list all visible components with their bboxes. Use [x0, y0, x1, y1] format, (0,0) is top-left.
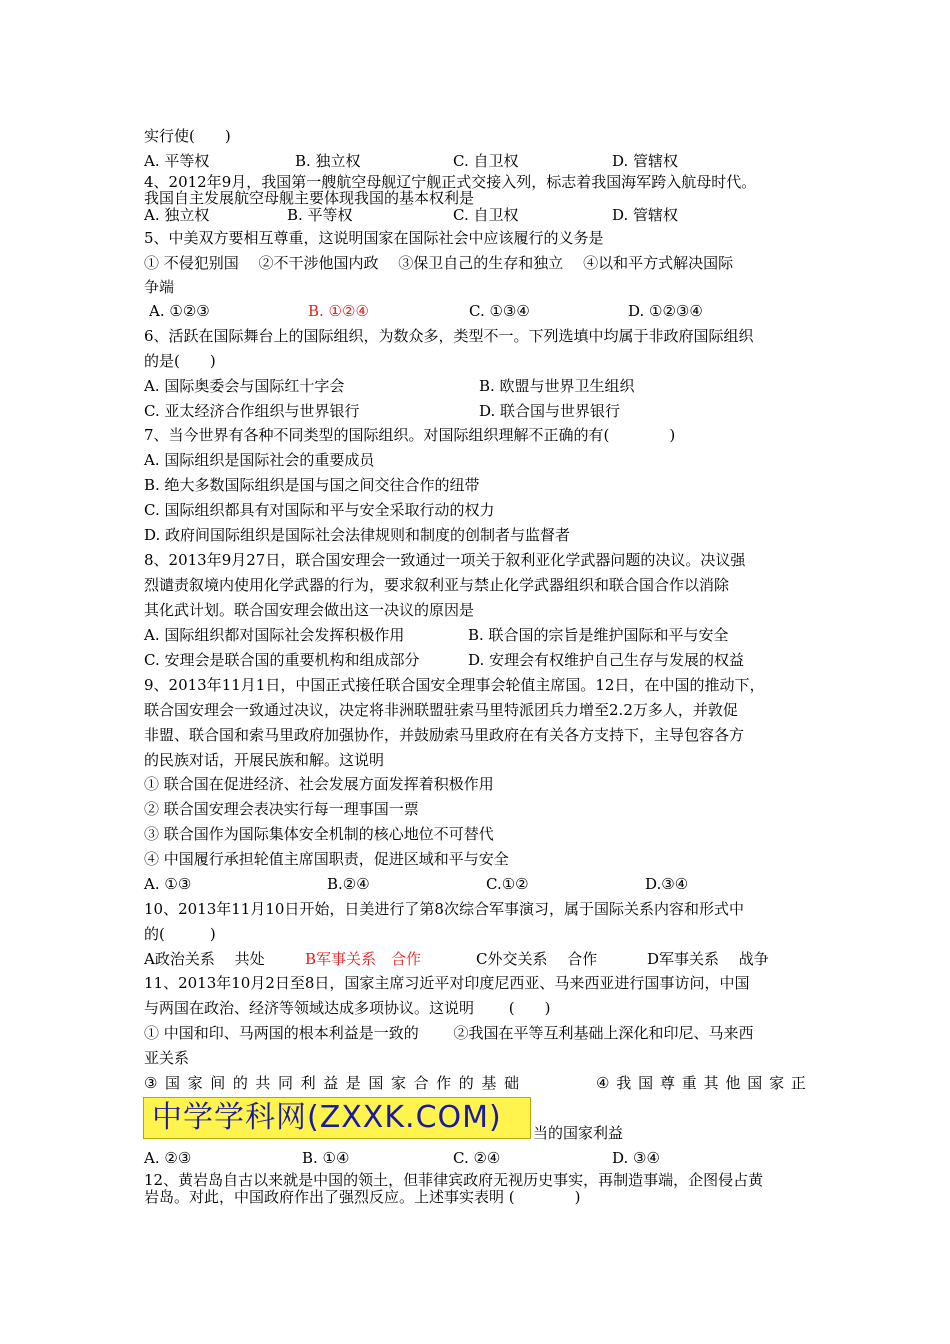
option-b-answer: B. ①②④	[308, 302, 369, 320]
statement-3-justified: ③ 国 家 间 的 共 同 利 益 是 国 家 合 作 的 基 础	[144, 1074, 519, 1092]
question-7-line-1: 7、当今世界有各种不同类型的国际组织。对国际组织理解不正确的有( )	[144, 426, 676, 444]
watermark-text: 中学学科网(ZXXK.COM)	[152, 1100, 502, 1135]
option-d: D. ③④	[612, 1149, 660, 1167]
option-d: D. 联合国与世界银行	[479, 402, 621, 420]
option-b: B. 联合国的宗旨是维护国际和平与安全	[468, 626, 729, 644]
option-c: C. ①③④	[469, 302, 530, 320]
option-a: A. 国际组织是国际社会的重要成员	[144, 451, 375, 469]
question-11-line-5	[144, 1074, 806, 1092]
option-a: A. 平等权	[144, 152, 210, 170]
question-12-line-2: 岩岛。对此，中国政府作出了强烈反应。上述事实表明 ( )	[144, 1188, 581, 1206]
option-d: D军事关系 战争	[647, 950, 769, 968]
option-b: B. 欧盟与世界卫生组织	[479, 377, 635, 395]
question-8-line-3: 其化武计划。联合国安理会做出这一决议的原因是	[144, 601, 475, 619]
question-11-line-6: 当的国家利益	[533, 1124, 624, 1142]
question-4-line-1: 4、2012年9月，我国第一艘航空母舰辽宁舰正式交接入列，标志着我国海军跨入航母时代。	[144, 173, 757, 191]
option-a: A. 独立权	[144, 206, 210, 224]
option-a: A. 国际组织都对国际社会发挥积极作用	[144, 626, 405, 644]
question-5-line-3: 争端	[144, 278, 175, 296]
option-c: C外交关系 合作	[476, 950, 598, 968]
option-c: C. 自卫权	[453, 206, 519, 224]
question-10-line-1: 10、2013年11月10日开始，日美进行了第8次综合军事演习，属于国际关系内容和形式中	[144, 900, 744, 918]
option-a: A. 国际奥委会与国际红十字会	[144, 377, 345, 395]
option-c: C. 亚太经济合作组织与世界银行	[144, 402, 360, 420]
option-c: C. ②④	[453, 1149, 501, 1167]
question-11-line-4: 亚关系	[144, 1049, 190, 1067]
question-5-line-2: ① 不侵犯别国 ②不干涉他国内政 ③保卫自己的生存和独立 ④以和平方式解决国际	[144, 254, 734, 272]
watermark-logo	[143, 1097, 531, 1139]
option-d: D.③④	[645, 875, 689, 893]
question-4-line-2: 我国自主发展航空母舰主要体现我国的基本权利是	[144, 189, 475, 207]
question-8-line-2: 烈谴责叙境内使用化学武器的行为，要求叙利亚与禁止化学武器组织和联合国合作以消除	[144, 576, 730, 594]
question-9-line-3: 非盟、联合国和索马里政府加强协作，并鼓励索马里政府在有关各方支持下，主导包容各方	[144, 726, 745, 744]
option-d: D. 管辖权	[612, 206, 679, 224]
question-11-line-2: 与两国在政治、经济等领域达成多项协议。这说明 ( )	[144, 999, 551, 1017]
question-12-line-1: 12、黄岩岛自古以来就是中国的领土，但菲律宾政府无视历史事实，再制造事端，企图侵占黄	[144, 1171, 764, 1189]
question-9-line-1: 9、2013年11月1日，中国正式接任联合国安全理事会轮值主席国。12日，在中国的推动下，	[144, 676, 765, 694]
option-b: B. 平等权	[287, 206, 353, 224]
option-b-answer: B军事关系 合作	[305, 950, 422, 968]
option-c: C. 安理会是联合国的重要机构和组成部分	[144, 651, 420, 669]
statement-2: ② 联合国安理会表决实行每一理事国一票	[144, 800, 419, 818]
question-11-line-1: 11、2013年10月2日至8日，国家主席习近平对印度尼西亚、马来西亚进行国事访问，中国	[144, 974, 750, 992]
question-9-line-2: 联合国安理会一致通过决议，决定将非洲联盟驻索马里特派团兵力增至2.2万多人，并敦促	[144, 701, 738, 719]
option-b: B. ①④	[302, 1149, 350, 1167]
question-8-line-1: 8、2013年9月27日，联合国安理会一致通过一项关于叙利亚化学武器问题的决议。决议强	[144, 551, 746, 569]
option-b: B. 绝大多数国际组织是国与国之间交往合作的纽带	[144, 476, 480, 494]
statement-4: ④ 中国履行承担轮值主席国职责，促进区域和平与安全	[144, 850, 509, 868]
option-b: B. 独立权	[295, 152, 361, 170]
statement-1: ① 联合国在促进经济、社会发展方面发挥着积极作用	[144, 775, 494, 793]
question-5-line-1: 5、中美双方要相互尊重，这说明国家在国际社会中应该履行的义务是	[144, 229, 604, 247]
option-d: D. 管辖权	[612, 152, 679, 170]
question-line: 实行使( )	[144, 127, 231, 145]
option-a: A. ①②③	[149, 302, 210, 320]
option-c: C.①②	[486, 875, 529, 893]
option-d: D. 政府间国际组织是国际社会法律规则和制度的创制者与监督者	[144, 526, 571, 544]
statement-4-justified: ④ 我 国 尊 重 其 他 国 家 正	[596, 1074, 806, 1092]
option-a: A. ①③	[144, 875, 192, 893]
question-10-line-2: 的( )	[144, 925, 216, 943]
statement-3: ③ 联合国作为国际集体安全机制的核心地位不可替代	[144, 825, 494, 843]
option-d: D. ①②③④	[628, 302, 703, 320]
question-6-line-1: 6、活跃在国际舞台上的国际组织，为数众多，类型不一。下列选填中均属于非政府国际组织	[144, 327, 754, 345]
question-9-line-4: 的民族对话，开展民族和解。这说明	[144, 751, 385, 769]
option-c: C. 国际组织都具有对国际和平与安全采取行动的权力	[144, 501, 495, 519]
option-d: D. 安理会有权维护自己生存与发展的权益	[468, 651, 745, 669]
option-c: C. 自卫权	[453, 152, 519, 170]
question-11-line-3: ① 中国和印、马两国的根本利益是一致的 ②我国在平等互利基础上深化和印尼、马来西	[144, 1024, 754, 1042]
option-a: A. ②③	[144, 1149, 192, 1167]
option-b: B.②④	[327, 875, 370, 893]
option-a: A政治关系 共处	[144, 950, 265, 968]
question-6-line-2: 的是( )	[144, 352, 216, 370]
